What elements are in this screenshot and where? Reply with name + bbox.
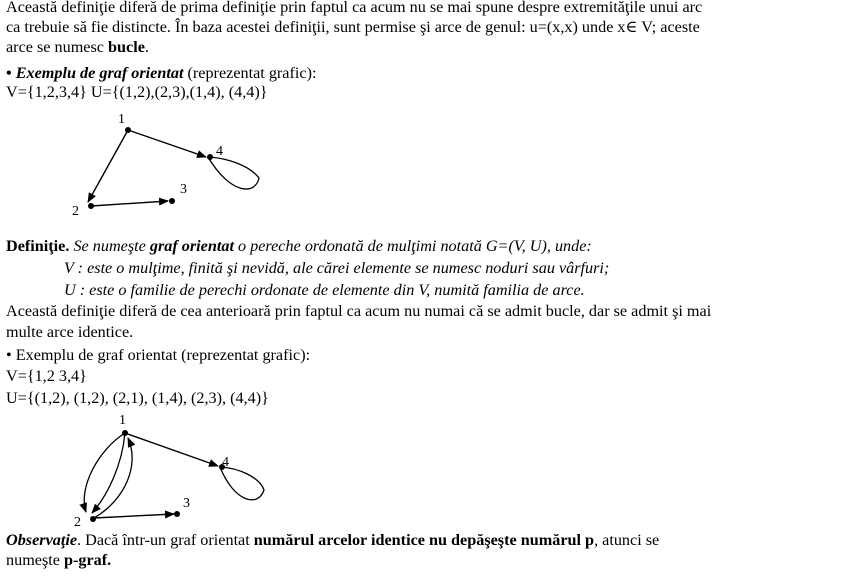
term-p-graf: p-graf. bbox=[64, 551, 112, 569]
graph1-loop-4-4 bbox=[208, 157, 259, 189]
graph2-label-3: 3 bbox=[183, 496, 190, 511]
definition-item-u: U : este o familie de perechi ordonate de elemente din V, numită familia de arce. bbox=[64, 281, 585, 299]
para1-line3-prefix: arce se numesc bbox=[6, 38, 109, 56]
graph1-svg bbox=[0, 100, 300, 225]
graph2-edge-1-2-b bbox=[92, 433, 125, 513]
graph1-node-4 bbox=[207, 154, 213, 160]
para1-line3-suffix: . bbox=[144, 38, 149, 56]
graph2-node-1 bbox=[122, 430, 128, 436]
graph1-edge-2-3 bbox=[91, 201, 168, 206]
example2-title: • Exemplu de graf orientat (reprezentat grafic): bbox=[6, 346, 311, 364]
graph1-edge-1-2 bbox=[88, 130, 128, 202]
graph1-label-3: 3 bbox=[180, 182, 187, 197]
example1-sets: V={1,2,3,4} U={(1,2),(2,3),(1,4), (4,4)} bbox=[6, 83, 268, 101]
graph2-figure bbox=[0, 405, 300, 530]
graph2-label-4: 4 bbox=[222, 455, 229, 470]
graph1-node-3 bbox=[169, 198, 175, 204]
graph2-node-3 bbox=[174, 511, 180, 517]
graph2-node-2 bbox=[90, 516, 96, 522]
observation-text-2: , atunci se bbox=[594, 531, 660, 549]
example1-title-emph: Exemplu de graf orientat bbox=[15, 64, 184, 82]
graph1-figure bbox=[0, 100, 300, 225]
para1-line2: ca trebuie să fie distincte. În baza acestei definiţii, sunt permise şi arce de genul: u=(x,x) unde x∈ V; aceste bbox=[6, 18, 700, 36]
graph1-label-2: 2 bbox=[72, 204, 79, 219]
para1-line3 bbox=[6, 37, 149, 57]
example1-title bbox=[6, 63, 316, 83]
observation-line2-prefix: numeşte bbox=[6, 551, 64, 569]
graph2-edge-2-3 bbox=[94, 514, 174, 518]
graph2-svg bbox=[0, 405, 300, 530]
graph2-edge-1-2-a bbox=[84, 433, 125, 512]
example2-v-set: V={1,2 3,4} bbox=[6, 367, 87, 385]
graph1-label-1: 1 bbox=[118, 112, 125, 127]
definition-line bbox=[6, 236, 592, 256]
graph1-label-4: 4 bbox=[216, 144, 223, 159]
observation-label: Observaţie bbox=[6, 531, 78, 549]
para1-line1: Această definiţie diferă de prima definiţie prin faptul ca acum nu se mai spune despre extremităţile unui arc bbox=[6, 0, 703, 16]
para2-line2: multe arce identice. bbox=[6, 323, 134, 341]
para2-line1: Această definiţie diferă de cea anterioară prin faptul ca acum nu numai că se admit bucle, dar se admit şi mai bbox=[6, 302, 712, 320]
definition-term: graf orientat bbox=[149, 237, 234, 255]
observation-line2 bbox=[6, 550, 111, 570]
graph2-edge-1-4 bbox=[125, 433, 218, 466]
observation-line1 bbox=[6, 530, 659, 550]
definition-item-v: V : este o mulţime, finită şi nevidă, ale cărei elemente se numesc noduri sau vârfuri; bbox=[64, 259, 610, 277]
definition-text-2: o pereche ordonată de mulţimi notată G=(V, U), unde: bbox=[233, 237, 592, 255]
observation-text-1: . Dacă într-un graf orientat bbox=[77, 531, 254, 549]
observation-bold: numărul arcelor identice nu depăşeşte numărul p bbox=[253, 531, 595, 549]
graph1-edge-1-4 bbox=[128, 130, 206, 157]
graph1-node-1 bbox=[125, 127, 131, 133]
graph2-label-2: 2 bbox=[74, 515, 81, 530]
example1-bullet: • bbox=[6, 64, 16, 82]
graph2-loop-4-4 bbox=[220, 467, 264, 500]
example1-title-rest: (reprezentat grafic): bbox=[183, 64, 317, 82]
graph2-label-1: 1 bbox=[119, 413, 126, 428]
term-bucle: bucle bbox=[108, 38, 145, 56]
definition-label: Definiţie. bbox=[6, 237, 70, 255]
example2-u-set: U={(1,2), (1,2), (2,1), (1,4), (2,3), (4,4)} bbox=[6, 389, 269, 407]
graph1-node-2 bbox=[88, 203, 94, 209]
definition-text-1: Se numeşte bbox=[69, 237, 150, 255]
